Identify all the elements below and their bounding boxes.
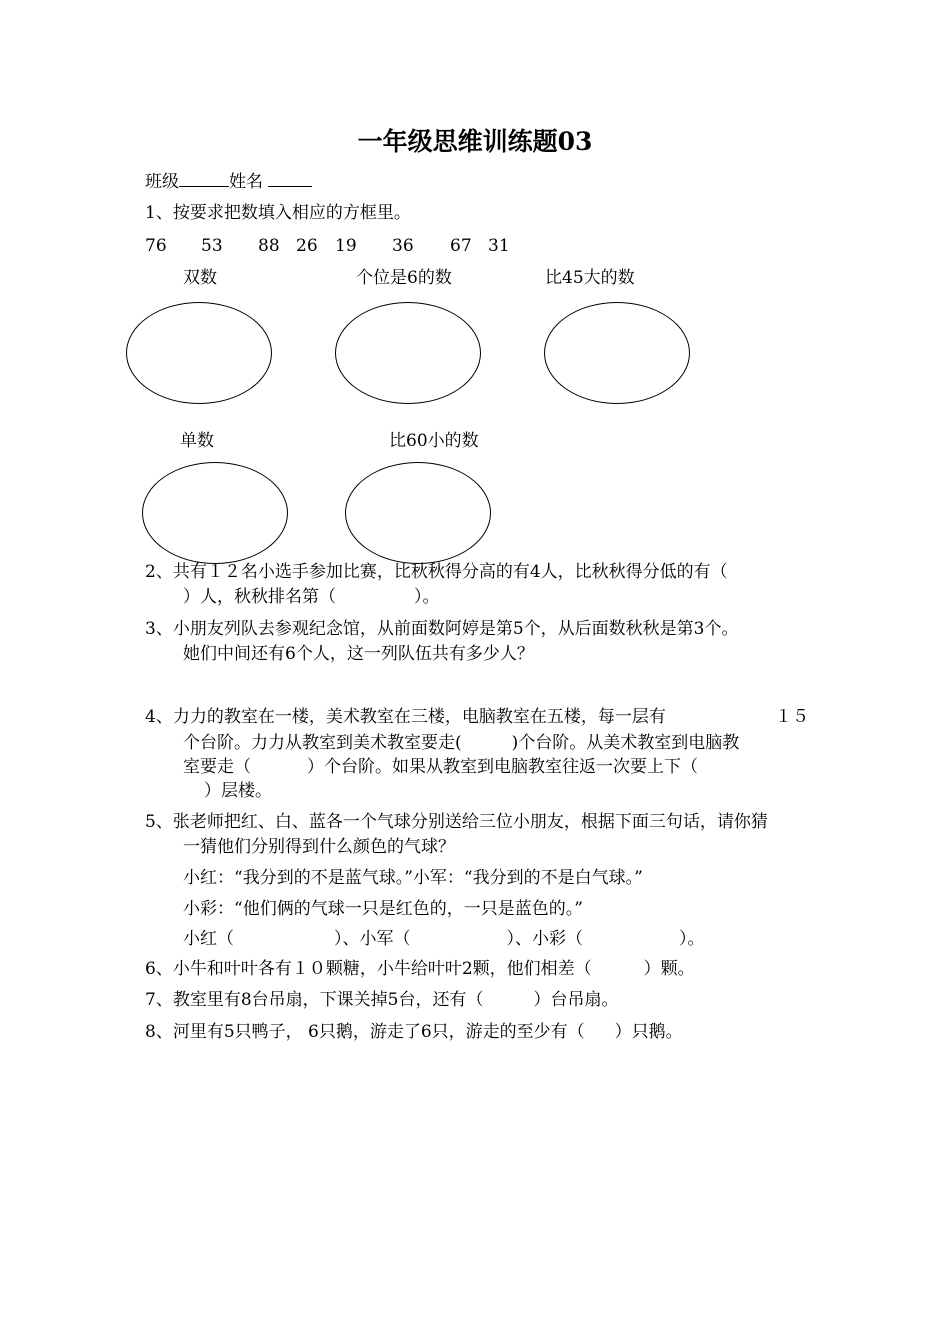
oval-odd[interactable] [142, 462, 288, 564]
q2-text-a: ）人，秋秋排名第（ [183, 587, 336, 607]
q5-close-text: ）。 [679, 929, 705, 949]
q2-line1: 2、共有１２名小选手参加比赛，比秋秋得分高的有4人，比秋秋得分低的有（ [145, 562, 728, 582]
q6-line [145, 958, 695, 980]
q4-line3-text-a: 室要走（ [183, 757, 251, 777]
q5-line1: 5、张老师把红、白、蓝各一个气球分别送给三位小朋友，根据下面三句话，请你猜 [145, 812, 768, 832]
q5-answers [183, 928, 705, 950]
q3-line1: 3、小朋友列队去参观纪念馆，从前面数阿婷是第5个，从后面数秋秋是第3个。 [145, 619, 739, 639]
q1-number: 67 [450, 236, 472, 256]
q8-text-a: 8、河里有5只鸭子， 6只鹅，游走了6只，游走的至少有（ [145, 1022, 585, 1042]
q2-text-b: ）。 [414, 587, 440, 607]
q4-line4: ）层楼。 [204, 781, 272, 801]
q5-line3: 小红：“我分到的不是蓝气球。”小军：“我分到的不是白气球。” [183, 868, 643, 888]
category-even: 双数 [183, 268, 217, 288]
oval-ones-six[interactable] [335, 302, 481, 404]
q5-xiaohong-label: 小红（ [183, 929, 234, 949]
q5-xiaojun-label: ）、小军（ [334, 929, 411, 949]
q1-number: 53 [201, 236, 223, 256]
q6-text-a: 6、小牛和叶叶各有１０颗糖，小牛给叶叶2颗，他们相差（ [145, 959, 592, 979]
q7-text-a: 7、教室里有8台吊扇，下课关掉5台，还有（ [145, 990, 484, 1010]
q3-line2: 她们中间还有6个人，这一列队伍共有多少人？ [183, 644, 534, 664]
q1-number: 76 [145, 236, 167, 256]
q5-line2: 一猜他们分别得到什么颜色的气球？ [183, 837, 455, 857]
q5-line4: 小彩：“他们俩的气球一只是红色的，一只是蓝色的。” [183, 899, 583, 919]
q4-line3 [183, 756, 698, 778]
q4-line2-text-b: )个台阶。从美术教室到电脑教 [511, 733, 740, 753]
name-blank[interactable] [268, 170, 312, 187]
q7-line [145, 989, 618, 1011]
q4-line3-text-b: ）个台阶。如果从教室到电脑教室往返一次要上下（ [307, 757, 698, 777]
q5-xiaocai-label: ）、小彩（ [506, 929, 583, 949]
category-odd: 单数 [180, 431, 214, 451]
q1-number: 36 [392, 236, 414, 256]
category-less-60: 比60小的数 [389, 431, 479, 451]
category-greater-45: 比45大的数 [545, 268, 635, 288]
name-label: 姓名 [229, 172, 263, 192]
q1-number: 26 [296, 236, 318, 256]
q1-prompt: 1、按要求把数填入相应的方框里。 [145, 203, 411, 223]
q4-line2-text-a: 个台阶。力力从教室到美术教室要走( [183, 733, 462, 753]
q7-text-b: ）台吊扇。 [533, 990, 619, 1010]
q8-line [145, 1021, 683, 1043]
oval-even[interactable] [126, 302, 272, 404]
oval-less-60[interactable] [345, 462, 491, 564]
q2-line2 [183, 586, 440, 608]
q6-text-b: ）颗。 [643, 959, 695, 979]
q4-step-count: １５ [775, 707, 809, 727]
class-label: 班级 [145, 172, 179, 192]
page-title: 一年级思维训练题03 [357, 127, 593, 156]
q4-line1: 4、力力的教室在一楼，美术教室在三楼，电脑教室在五楼，每一层有 [145, 707, 666, 727]
q8-text-b: ）只鹅。 [614, 1022, 683, 1042]
q1-number: 19 [335, 236, 357, 256]
header-line [145, 170, 312, 193]
oval-greater-45[interactable] [544, 302, 690, 404]
category-ones-six: 个位是6的数 [356, 268, 452, 288]
q4-line2 [183, 732, 739, 754]
q1-number: 31 [488, 236, 510, 256]
q1-number: 88 [258, 236, 280, 256]
class-blank[interactable] [179, 170, 229, 187]
